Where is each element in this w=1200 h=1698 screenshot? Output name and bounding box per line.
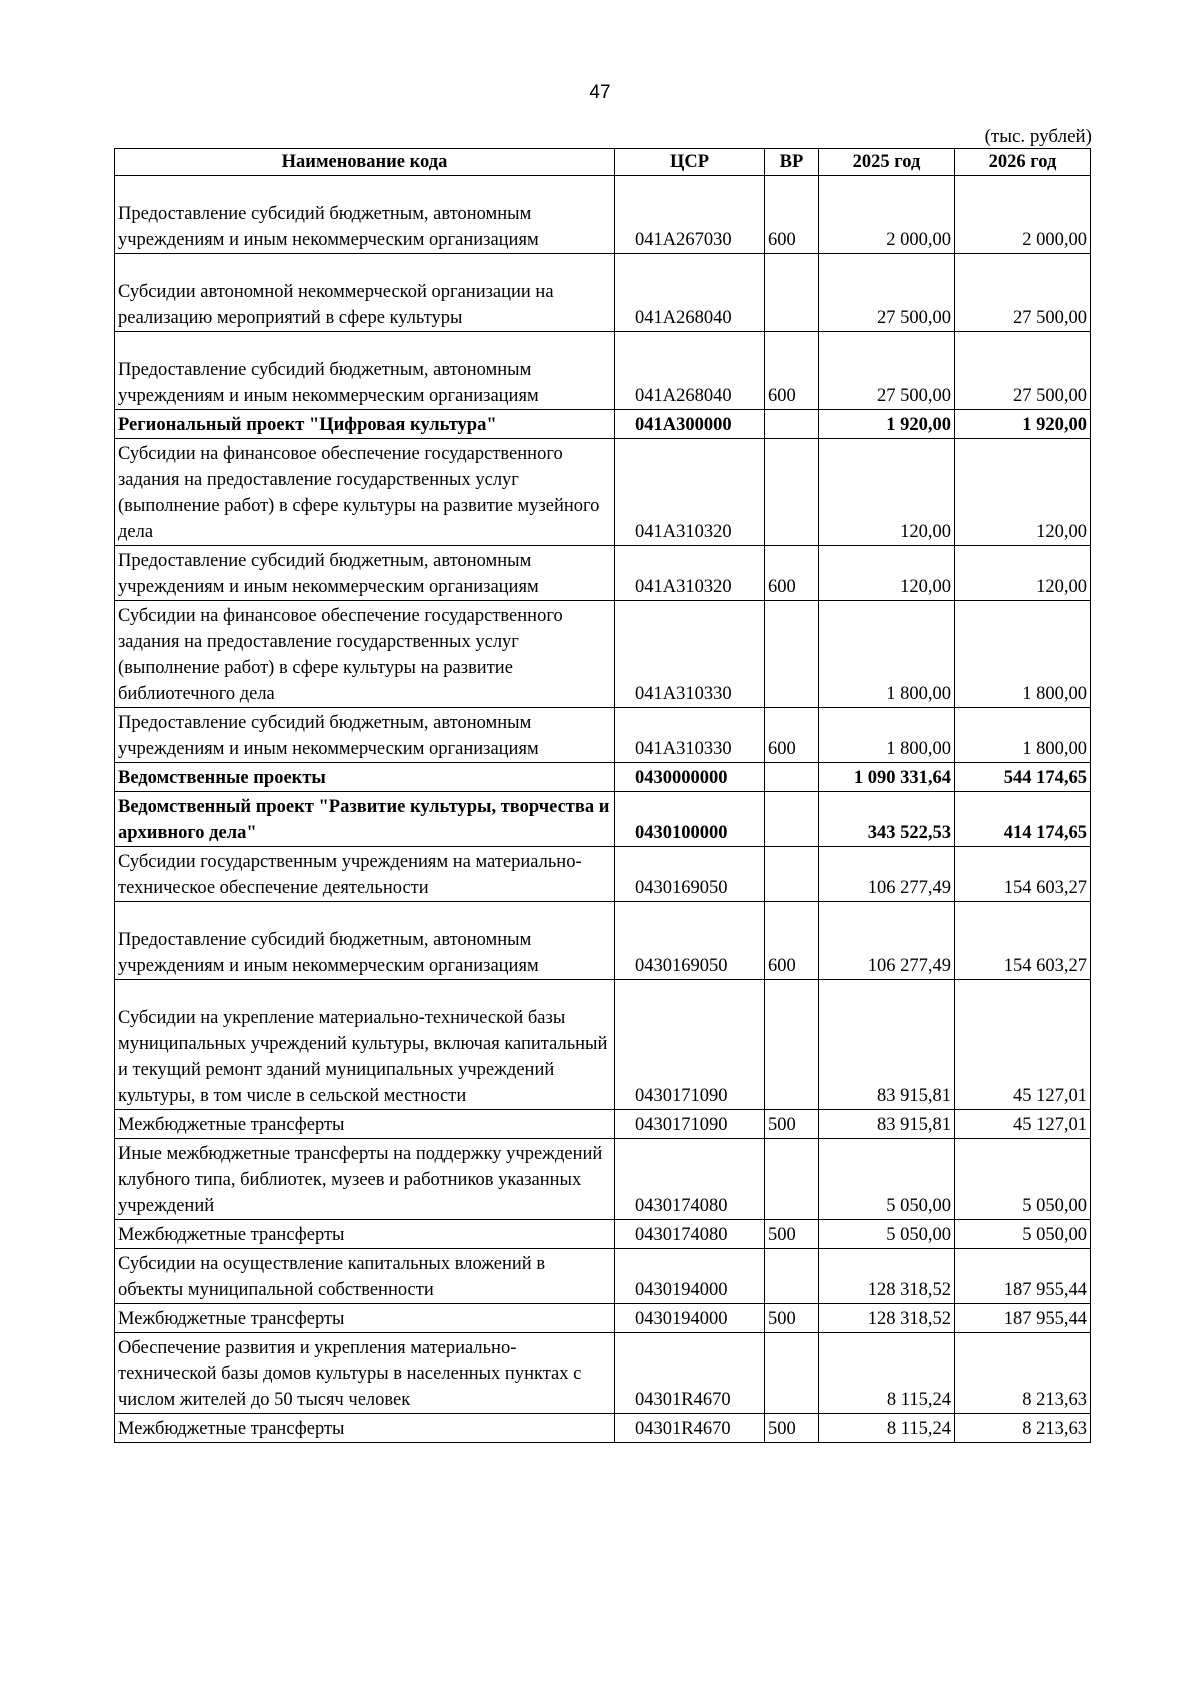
header-name: Наименование кода (115, 149, 615, 176)
row-name: Ведомственный проект "Развитие культуры, творчества и архивного дела" (115, 792, 615, 847)
row-vr (765, 1249, 819, 1304)
row-name: Субсидии на осуществление капитальных вложений в объекты муниципальной собственности (115, 1249, 615, 1304)
row-2025: 1 800,00 (819, 601, 955, 708)
row-csr: 0430169050 (615, 902, 765, 980)
row-name: Межбюджетные трансферты (115, 1220, 615, 1249)
row-name: Обеспечение развития и укрепления материально-технической базы домов культуры в населенных пунктах с числом жителей до 50 тысяч человек (115, 1333, 615, 1414)
table-row (115, 1304, 1091, 1333)
row-vr: 600 (765, 176, 819, 254)
row-vr: 500 (765, 1414, 819, 1443)
row-vr (765, 980, 819, 1110)
row-vr: 600 (765, 902, 819, 980)
row-name: Предоставление субсидий бюджетным, автономным учреждениям и иным некоммерческим организациям (115, 546, 615, 601)
row-csr: 04301R4670 (615, 1414, 765, 1443)
row-2026: 2 000,00 (955, 176, 1091, 254)
table-header-row (115, 149, 1091, 176)
row-2026: 120,00 (955, 546, 1091, 601)
row-vr (765, 410, 819, 439)
row-csr: 041A267030 (615, 176, 765, 254)
page-number: 47 (589, 82, 611, 103)
row-vr: 600 (765, 332, 819, 410)
row-2025: 2 000,00 (819, 176, 955, 254)
row-name: Ведомственные проекты (115, 763, 615, 792)
row-vr: 500 (765, 1304, 819, 1333)
table-row (115, 763, 1091, 792)
row-2026: 154 603,27 (955, 847, 1091, 902)
row-csr: 0430100000 (615, 792, 765, 847)
table-row (115, 1333, 1091, 1414)
row-2026: 414 174,65 (955, 792, 1091, 847)
row-2025: 8 115,24 (819, 1414, 955, 1443)
row-vr (765, 439, 819, 546)
row-csr: 041A310320 (615, 439, 765, 546)
row-2026: 45 127,01 (955, 1110, 1091, 1139)
row-name: Межбюджетные трансферты (115, 1110, 615, 1139)
row-2025: 128 318,52 (819, 1304, 955, 1333)
row-2026: 544 174,65 (955, 763, 1091, 792)
header-2025: 2025 год (819, 149, 955, 176)
row-vr: 600 (765, 708, 819, 763)
row-name: Субсидии автономной некоммерческой организации на реализацию мероприятий в сфере культуры (115, 254, 615, 332)
row-csr: 0430174080 (615, 1139, 765, 1220)
table-row (115, 1249, 1091, 1304)
row-vr (765, 254, 819, 332)
row-2025: 27 500,00 (819, 254, 955, 332)
table-row (115, 1414, 1091, 1443)
row-2025: 1 090 331,64 (819, 763, 955, 792)
row-name: Субсидии на финансовое обеспечение государственного задания на предоставление государственных услуг (выполнение работ) в сфере культуры на развитие музейного дела (115, 439, 615, 546)
table-row (115, 332, 1091, 410)
row-2025: 5 050,00 (819, 1139, 955, 1220)
row-name: Субсидии государственным учреждениям на материально-техническое обеспечение деятельности (115, 847, 615, 902)
table-row (115, 601, 1091, 708)
row-2026: 8 213,63 (955, 1333, 1091, 1414)
row-2026: 5 050,00 (955, 1220, 1091, 1249)
row-name: Предоставление субсидий бюджетным, автономным учреждениям и иным некоммерческим организациям (115, 176, 615, 254)
row-vr: 500 (765, 1110, 819, 1139)
table-row (115, 176, 1091, 254)
row-csr: 041A310320 (615, 546, 765, 601)
header-2026: 2026 год (955, 149, 1091, 176)
row-2026: 1 920,00 (955, 410, 1091, 439)
row-2025: 120,00 (819, 439, 955, 546)
row-name: Межбюджетные трансферты (115, 1304, 615, 1333)
row-2026: 154 603,27 (955, 902, 1091, 980)
row-vr: 500 (765, 1220, 819, 1249)
table-row (115, 902, 1091, 980)
row-vr (765, 792, 819, 847)
row-csr: 0430171090 (615, 1110, 765, 1139)
row-csr: 04301R4670 (615, 1333, 765, 1414)
row-2025: 1 800,00 (819, 708, 955, 763)
row-2025: 83 915,81 (819, 1110, 955, 1139)
row-name: Субсидии на укрепление материально-технической базы муниципальных учреждений культуры, включая капитальный и текущий ремонт зданий муниципальных учреждений культуры, в том числе в сельской местности (115, 980, 615, 1110)
row-2026: 1 800,00 (955, 601, 1091, 708)
row-2026: 120,00 (955, 439, 1091, 546)
row-vr (765, 1333, 819, 1414)
table-body (115, 176, 1091, 1443)
row-2026: 5 050,00 (955, 1139, 1091, 1220)
row-2026: 45 127,01 (955, 980, 1091, 1110)
row-2026: 27 500,00 (955, 332, 1091, 410)
row-vr (765, 1139, 819, 1220)
row-2025: 343 522,53 (819, 792, 955, 847)
table-row (115, 1139, 1091, 1220)
row-2025: 128 318,52 (819, 1249, 955, 1304)
row-name: Субсидии на финансовое обеспечение государственного задания на предоставление государственных услуг (выполнение работ) в сфере культуры на развитие библиотечного дела (115, 601, 615, 708)
header-vr: ВР (765, 149, 819, 176)
row-csr: 0430000000 (615, 763, 765, 792)
row-csr: 041A268040 (615, 332, 765, 410)
row-vr: 600 (765, 546, 819, 601)
row-2026: 187 955,44 (955, 1249, 1091, 1304)
units-label: (тыс. рублей) (984, 126, 1092, 147)
row-2025: 106 277,49 (819, 902, 955, 980)
row-2025: 8 115,24 (819, 1333, 955, 1414)
header-csr: ЦСР (615, 149, 765, 176)
row-csr: 0430194000 (615, 1304, 765, 1333)
row-csr: 041A300000 (615, 410, 765, 439)
table-row (115, 254, 1091, 332)
row-name: Межбюджетные трансферты (115, 1414, 615, 1443)
table-row (115, 1220, 1091, 1249)
row-2026: 187 955,44 (955, 1304, 1091, 1333)
row-csr: 0430171090 (615, 980, 765, 1110)
row-csr: 041A268040 (615, 254, 765, 332)
table-row (115, 546, 1091, 601)
row-2025: 5 050,00 (819, 1220, 955, 1249)
row-vr (765, 847, 819, 902)
table-row (115, 980, 1091, 1110)
row-2026: 27 500,00 (955, 254, 1091, 332)
row-2026: 8 213,63 (955, 1414, 1091, 1443)
table-row (115, 1110, 1091, 1139)
row-name: Предоставление субсидий бюджетным, автономным учреждениям и иным некоммерческим организациям (115, 902, 615, 980)
row-name: Региональный проект "Цифровая культура" (115, 410, 615, 439)
row-vr (765, 601, 819, 708)
row-name: Предоставление субсидий бюджетным, автономным учреждениям и иным некоммерческим организациям (115, 708, 615, 763)
table-row (115, 708, 1091, 763)
row-2025: 106 277,49 (819, 847, 955, 902)
budget-table (114, 148, 1091, 1443)
row-csr: 0430194000 (615, 1249, 765, 1304)
row-csr: 0430169050 (615, 847, 765, 902)
row-csr: 041A310330 (615, 601, 765, 708)
row-csr: 0430174080 (615, 1220, 765, 1249)
row-2025: 120,00 (819, 546, 955, 601)
row-csr: 041A310330 (615, 708, 765, 763)
row-2025: 27 500,00 (819, 332, 955, 410)
table-row (115, 847, 1091, 902)
table-row (115, 410, 1091, 439)
row-2025: 1 920,00 (819, 410, 955, 439)
row-vr (765, 763, 819, 792)
table-row (115, 792, 1091, 847)
row-name: Предоставление субсидий бюджетным, автономным учреждениям и иным некоммерческим организациям (115, 332, 615, 410)
table-row (115, 439, 1091, 546)
row-2026: 1 800,00 (955, 708, 1091, 763)
row-name: Иные межбюджетные трансферты на поддержку учреждений клубного типа, библиотек, музеев и работников указанных учреждений (115, 1139, 615, 1220)
row-2025: 83 915,81 (819, 980, 955, 1110)
